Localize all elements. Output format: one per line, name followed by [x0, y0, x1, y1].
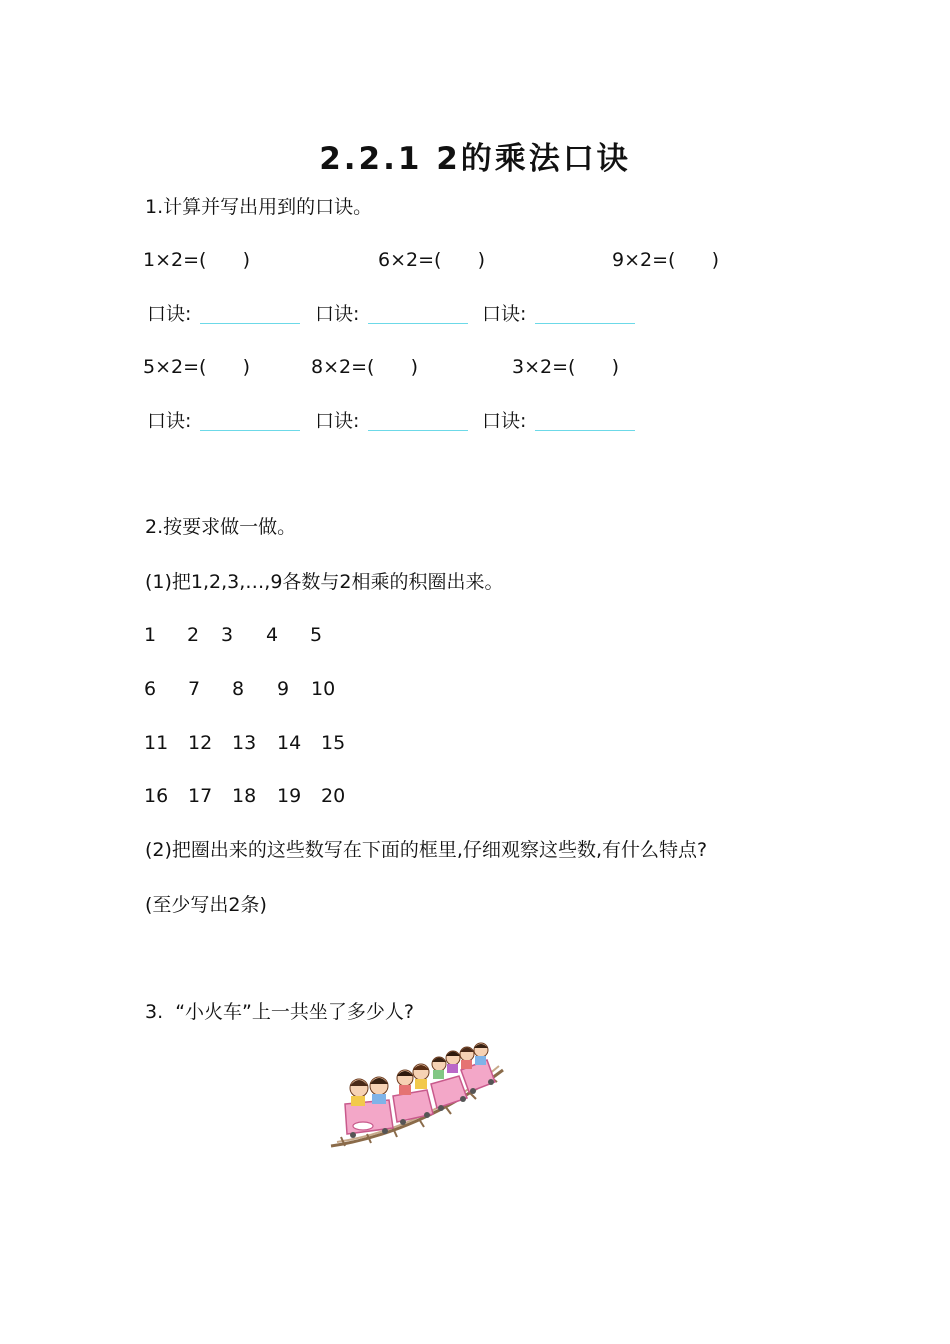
page-title: 2.2.1 2的乘法口诀: [319, 141, 631, 177]
koujue-blank-1[interactable]: [200, 323, 300, 324]
koujue-label-5: 口诀:: [315, 410, 360, 432]
q1-expr-4: 5×2=( ): [143, 356, 251, 378]
q1-expr-3: 9×2=( ): [612, 249, 720, 271]
q1-expr-2: 6×2=( ): [378, 249, 486, 271]
koujue-blank-2[interactable]: [368, 323, 468, 324]
koujue-label-2: 口诀:: [315, 303, 360, 325]
grid-number[interactable]: 10: [311, 678, 336, 700]
koujue-label-6: 口诀:: [482, 410, 527, 432]
grid-number[interactable]: 2: [187, 624, 200, 646]
koujue-label-1: 口诀:: [147, 303, 192, 325]
grid-number[interactable]: 5: [310, 624, 323, 646]
koujue-label-4: 口诀:: [147, 410, 192, 432]
koujue-blank-6[interactable]: [535, 430, 635, 431]
grid-number[interactable]: 4: [266, 624, 279, 646]
q2-heading: 2.按要求做一做。: [145, 516, 297, 538]
grid-number[interactable]: 15: [321, 732, 346, 754]
grid-number[interactable]: 3: [221, 624, 234, 646]
q1-expr-6: 3×2=( ): [512, 356, 620, 378]
q1-expr-1: 1×2=( ): [143, 249, 251, 271]
train-illustration: [327, 1042, 507, 1148]
grid-number[interactable]: 7: [188, 678, 201, 700]
koujue-blank-5[interactable]: [368, 430, 468, 431]
grid-number[interactable]: 8: [232, 678, 245, 700]
grid-number[interactable]: 16: [144, 785, 169, 807]
koujue-blank-3[interactable]: [535, 323, 635, 324]
grid-number[interactable]: 20: [321, 785, 346, 807]
q2-part2: (2)把圈出来的这些数写在下面的框里,仔细观察这些数,有什么特点?: [145, 839, 708, 861]
q1-expr-5: 8×2=( ): [311, 356, 419, 378]
grid-number[interactable]: 18: [232, 785, 257, 807]
grid-number[interactable]: 9: [277, 678, 290, 700]
grid-number[interactable]: 13: [232, 732, 257, 754]
grid-number[interactable]: 1: [144, 624, 157, 646]
koujue-blank-4[interactable]: [200, 430, 300, 431]
koujue-label-3: 口诀:: [482, 303, 527, 325]
grid-number[interactable]: 12: [188, 732, 213, 754]
grid-number[interactable]: 11: [144, 732, 169, 754]
q1-heading: 1.计算并写出用到的口诀。: [145, 196, 373, 218]
grid-number[interactable]: 6: [144, 678, 157, 700]
grid-number[interactable]: 14: [277, 732, 302, 754]
grid-number[interactable]: 17: [188, 785, 213, 807]
grid-number[interactable]: 19: [277, 785, 302, 807]
q3-heading: 3. “小火车”上一共坐了多少人?: [145, 1001, 414, 1023]
q2-part2-note: (至少写出2条): [145, 894, 267, 916]
q2-part1: (1)把1,2,3,…,9各数与2相乘的积圈出来。: [145, 571, 504, 593]
